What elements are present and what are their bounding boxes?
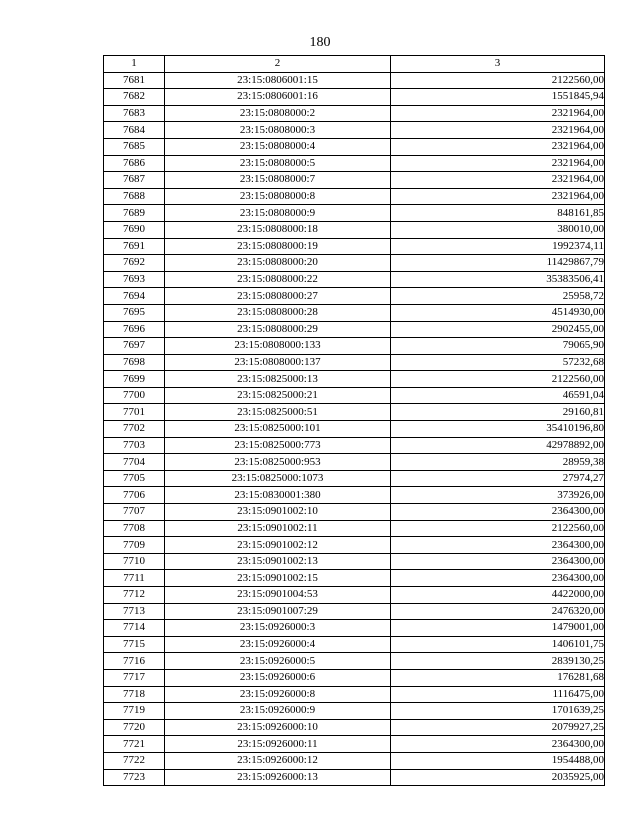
row-index-cell: 7708 <box>104 520 165 537</box>
cadastral-number-cell: 23:15:0901002:13 <box>165 553 391 570</box>
row-index-cell: 7683 <box>104 105 165 122</box>
row-index-cell: 7706 <box>104 487 165 504</box>
table-row <box>104 537 605 554</box>
table-row <box>104 188 605 205</box>
table-row <box>104 172 605 189</box>
cadastral-number-cell: 23:15:0901002:12 <box>165 537 391 554</box>
cadastral-number-cell: 23:15:0808000:28 <box>165 304 391 321</box>
cadastral-number-cell: 23:15:0901002:11 <box>165 520 391 537</box>
cadastral-value-cell: 2902455,00 <box>391 321 605 338</box>
cadastral-value-cell: 373926,00 <box>391 487 605 504</box>
cadastral-value-cell: 29160,81 <box>391 404 605 421</box>
cadastral-number-cell: 23:15:0825000:21 <box>165 387 391 404</box>
row-index-cell: 7682 <box>104 89 165 106</box>
cadastral-value-cell: 1551845,94 <box>391 89 605 106</box>
cadastral-value-cell: 42978892,00 <box>391 437 605 454</box>
table-row <box>104 205 605 222</box>
table-row <box>104 504 605 521</box>
row-index-cell: 7719 <box>104 703 165 720</box>
cadastral-number-cell: 23:15:0825000:953 <box>165 454 391 471</box>
row-index-cell: 7690 <box>104 221 165 238</box>
table-row <box>104 487 605 504</box>
cadastral-value-cell: 2321964,00 <box>391 105 605 122</box>
row-index-cell: 7700 <box>104 387 165 404</box>
table-row <box>104 686 605 703</box>
cadastral-value-cell: 2122560,00 <box>391 520 605 537</box>
table-row <box>104 371 605 388</box>
row-index-cell: 7723 <box>104 769 165 786</box>
cadastral-number-cell: 23:15:0926000:12 <box>165 752 391 769</box>
table-row <box>104 221 605 238</box>
row-index-cell: 7681 <box>104 72 165 89</box>
cadastral-number-cell: 23:15:0926000:3 <box>165 620 391 637</box>
table-row <box>104 72 605 89</box>
cadastral-value-cell: 2364300,00 <box>391 504 605 521</box>
table-row <box>104 769 605 786</box>
row-index-cell: 7720 <box>104 719 165 736</box>
column-header-cadastral-number: 2 <box>165 56 391 73</box>
row-index-cell: 7695 <box>104 304 165 321</box>
cadastral-number-cell: 23:15:0808000:3 <box>165 122 391 139</box>
cadastral-number-cell: 23:15:0808000:29 <box>165 321 391 338</box>
cadastral-number-cell: 23:15:0825000:101 <box>165 421 391 438</box>
row-index-cell: 7699 <box>104 371 165 388</box>
cadastral-value-cell: 1954488,00 <box>391 752 605 769</box>
cadastral-value-cell: 2321964,00 <box>391 172 605 189</box>
cadastral-value-cell: 46591,04 <box>391 387 605 404</box>
row-index-cell: 7697 <box>104 338 165 355</box>
table-row <box>104 271 605 288</box>
cadastral-number-cell: 23:15:0825000:773 <box>165 437 391 454</box>
row-index-cell: 7693 <box>104 271 165 288</box>
cadastral-number-cell: 23:15:0808000:2 <box>165 105 391 122</box>
row-index-cell: 7716 <box>104 653 165 670</box>
table-row <box>104 338 605 355</box>
table-row <box>104 636 605 653</box>
row-index-cell: 7712 <box>104 587 165 604</box>
table-row <box>104 470 605 487</box>
row-index-cell: 7687 <box>104 172 165 189</box>
cadastral-value-cell: 1992374,11 <box>391 238 605 255</box>
cadastral-value-cell: 176281,68 <box>391 669 605 686</box>
table-row <box>104 122 605 139</box>
cadastral-number-cell: 23:15:0901002:10 <box>165 504 391 521</box>
cadastral-value-cell: 2321964,00 <box>391 188 605 205</box>
row-index-cell: 7722 <box>104 752 165 769</box>
cadastral-value-cell: 1701639,25 <box>391 703 605 720</box>
row-index-cell: 7698 <box>104 354 165 371</box>
cadastral-number-cell: 23:15:0825000:1073 <box>165 470 391 487</box>
row-index-cell: 7696 <box>104 321 165 338</box>
row-index-cell: 7715 <box>104 636 165 653</box>
row-index-cell: 7718 <box>104 686 165 703</box>
table-row <box>104 138 605 155</box>
cadastral-value-cell: 2476320,00 <box>391 603 605 620</box>
row-index-cell: 7684 <box>104 122 165 139</box>
row-index-cell: 7714 <box>104 620 165 637</box>
cadastral-value-table <box>103 55 605 786</box>
cadastral-number-cell: 23:15:0926000:10 <box>165 719 391 736</box>
row-index-cell: 7691 <box>104 238 165 255</box>
cadastral-value-cell: 2364300,00 <box>391 570 605 587</box>
table-row <box>104 587 605 604</box>
row-index-cell: 7689 <box>104 205 165 222</box>
cadastral-value-cell: 28959,38 <box>391 454 605 471</box>
cadastral-number-cell: 23:15:0808000:4 <box>165 138 391 155</box>
table-row <box>104 736 605 753</box>
table-row <box>104 105 605 122</box>
table-row <box>104 703 605 720</box>
column-header-value: 3 <box>391 56 605 73</box>
cadastral-number-cell: 23:15:0926000:8 <box>165 686 391 703</box>
table-row <box>104 255 605 272</box>
table-row <box>104 719 605 736</box>
table-row <box>104 752 605 769</box>
row-index-cell: 7701 <box>104 404 165 421</box>
row-index-cell: 7717 <box>104 669 165 686</box>
cadastral-number-cell: 23:15:0808000:8 <box>165 188 391 205</box>
cadastral-value-cell: 2839130,25 <box>391 653 605 670</box>
table-row <box>104 421 605 438</box>
row-index-cell: 7694 <box>104 288 165 305</box>
table-row <box>104 155 605 172</box>
table-row <box>104 437 605 454</box>
cadastral-value-cell: 79065,90 <box>391 338 605 355</box>
table-row <box>104 404 605 421</box>
cadastral-value-cell: 1479001,00 <box>391 620 605 637</box>
table-header-row <box>104 56 605 73</box>
cadastral-number-cell: 23:15:0808000:7 <box>165 172 391 189</box>
column-header-index: 1 <box>104 56 165 73</box>
row-index-cell: 7721 <box>104 736 165 753</box>
table-body <box>104 72 605 786</box>
cadastral-value-cell: 2321964,00 <box>391 122 605 139</box>
row-index-cell: 7688 <box>104 188 165 205</box>
cadastral-number-cell: 23:15:0926000:5 <box>165 653 391 670</box>
cadastral-number-cell: 23:15:0808000:18 <box>165 221 391 238</box>
cadastral-value-cell: 35383506,41 <box>391 271 605 288</box>
cadastral-value-cell: 2321964,00 <box>391 138 605 155</box>
cadastral-value-cell: 2321964,00 <box>391 155 605 172</box>
table-row <box>104 354 605 371</box>
cadastral-value-cell: 1116475,00 <box>391 686 605 703</box>
cadastral-value-cell: 2364300,00 <box>391 736 605 753</box>
cadastral-number-cell: 23:15:0808000:27 <box>165 288 391 305</box>
cadastral-number-cell: 23:15:0926000:11 <box>165 736 391 753</box>
cadastral-value-cell: 4514930,00 <box>391 304 605 321</box>
cadastral-value-cell: 4422000,00 <box>391 587 605 604</box>
row-index-cell: 7713 <box>104 603 165 620</box>
cadastral-number-cell: 23:15:0808000:5 <box>165 155 391 172</box>
row-index-cell: 7707 <box>104 504 165 521</box>
cadastral-number-cell: 23:15:0808000:137 <box>165 354 391 371</box>
cadastral-value-cell: 25958,72 <box>391 288 605 305</box>
row-index-cell: 7710 <box>104 553 165 570</box>
row-index-cell: 7685 <box>104 138 165 155</box>
cadastral-number-cell: 23:15:0825000:51 <box>165 404 391 421</box>
row-index-cell: 7703 <box>104 437 165 454</box>
table-row <box>104 387 605 404</box>
row-index-cell: 7709 <box>104 537 165 554</box>
cadastral-value-cell: 2364300,00 <box>391 537 605 554</box>
cadastral-value-cell: 11429867,79 <box>391 255 605 272</box>
cadastral-number-cell: 23:15:0808000:19 <box>165 238 391 255</box>
cadastral-value-cell: 2122560,00 <box>391 72 605 89</box>
cadastral-value-cell: 2079927,25 <box>391 719 605 736</box>
cadastral-value-cell: 1406101,75 <box>391 636 605 653</box>
table-row <box>104 89 605 106</box>
cadastral-value-cell: 848161,85 <box>391 205 605 222</box>
row-index-cell: 7705 <box>104 470 165 487</box>
cadastral-number-cell: 23:15:0901002:15 <box>165 570 391 587</box>
table-row <box>104 570 605 587</box>
row-index-cell: 7711 <box>104 570 165 587</box>
table-row <box>104 238 605 255</box>
cadastral-number-cell: 23:15:0808000:133 <box>165 338 391 355</box>
cadastral-value-cell: 380010,00 <box>391 221 605 238</box>
cadastral-value-cell: 35410196,80 <box>391 421 605 438</box>
row-index-cell: 7704 <box>104 454 165 471</box>
table-row <box>104 553 605 570</box>
cadastral-number-cell: 23:15:0926000:6 <box>165 669 391 686</box>
row-index-cell: 7686 <box>104 155 165 172</box>
cadastral-number-cell: 23:15:0926000:4 <box>165 636 391 653</box>
cadastral-value-cell: 57232,68 <box>391 354 605 371</box>
cadastral-number-cell: 23:15:0808000:22 <box>165 271 391 288</box>
cadastral-value-cell: 2035925,00 <box>391 769 605 786</box>
row-index-cell: 7692 <box>104 255 165 272</box>
table-row <box>104 520 605 537</box>
page-number: 180 <box>309 35 331 50</box>
cadastral-number-cell: 23:15:0825000:13 <box>165 371 391 388</box>
cadastral-value-cell: 2122560,00 <box>391 371 605 388</box>
cadastral-number-cell: 23:15:0806001:16 <box>165 89 391 106</box>
cadastral-number-cell: 23:15:0830001:380 <box>165 487 391 504</box>
row-index-cell: 7702 <box>104 421 165 438</box>
table-row <box>104 620 605 637</box>
cadastral-number-cell: 23:15:0808000:20 <box>165 255 391 272</box>
table-row <box>104 669 605 686</box>
cadastral-value-cell: 2364300,00 <box>391 553 605 570</box>
cadastral-number-cell: 23:15:0808000:9 <box>165 205 391 222</box>
cadastral-number-cell: 23:15:0901004:53 <box>165 587 391 604</box>
table-row <box>104 603 605 620</box>
cadastral-number-cell: 23:15:0926000:13 <box>165 769 391 786</box>
table-row <box>104 304 605 321</box>
table-row <box>104 321 605 338</box>
cadastral-number-cell: 23:15:0926000:9 <box>165 703 391 720</box>
cadastral-number-cell: 23:15:0901007:29 <box>165 603 391 620</box>
table-row <box>104 454 605 471</box>
table-row <box>104 288 605 305</box>
cadastral-value-cell: 27974,27 <box>391 470 605 487</box>
table-row <box>104 653 605 670</box>
cadastral-number-cell: 23:15:0806001:15 <box>165 72 391 89</box>
